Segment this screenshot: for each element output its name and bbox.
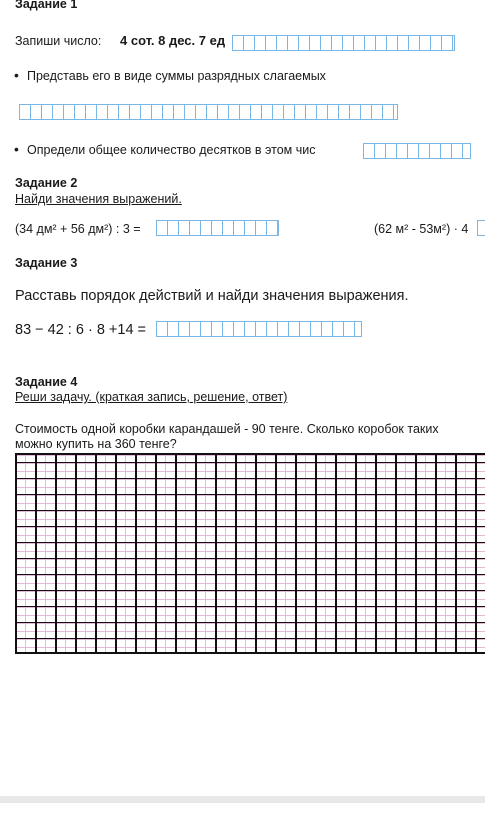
task4-heading: Задание 4 [15,375,78,389]
bullet-2: • [14,141,19,157]
task3-heading: Задание 3 [15,256,78,270]
task1-heading: Задание 1 [15,0,78,11]
bullet-1: • [14,67,19,83]
answer-cells-expr2[interactable] [477,220,485,236]
answer-cells-expr1[interactable] [156,220,279,236]
task3-subheading: Расставь порядок действий и найди значения выражения. [15,288,409,304]
answer-cells-tens[interactable] [363,143,471,159]
task1-prompt: Запиши число: [15,34,102,48]
answer-cells-expr3[interactable] [156,321,362,337]
answer-cells-sum[interactable] [19,104,398,120]
answer-cells-number[interactable] [232,35,455,51]
task2-subheading: Найди значения выражений. [15,192,182,206]
task3-expr: 83 − 42 : 6 · 8 +14 = [15,322,147,338]
task1-bullet2: Определи общее количество десятков в этом чис [27,143,316,157]
bottom-divider [0,796,485,803]
task1-bullet1: Представь его в виде суммы разрядных слагаемых [27,69,326,83]
task4-problem-line2: можно купить на 360 тенге? [15,437,177,451]
task2-expr1: (34 дм² + 56 дм²) : 3 = [15,222,141,236]
task4-problem-line1: Стоимость одной коробки карандашей - 90 тенге. Сколько коробок таких [15,422,439,436]
task1-number: 4 сот. 8 дес. 7 ед [120,33,226,48]
task4-subheading: Реши задачу. (краткая запись, решение, ответ) [15,390,288,404]
task2-heading: Задание 2 [15,176,78,190]
task2-expr2: (62 м² - 53м²) · 4 [374,222,469,236]
solution-grid[interactable] [15,453,485,654]
